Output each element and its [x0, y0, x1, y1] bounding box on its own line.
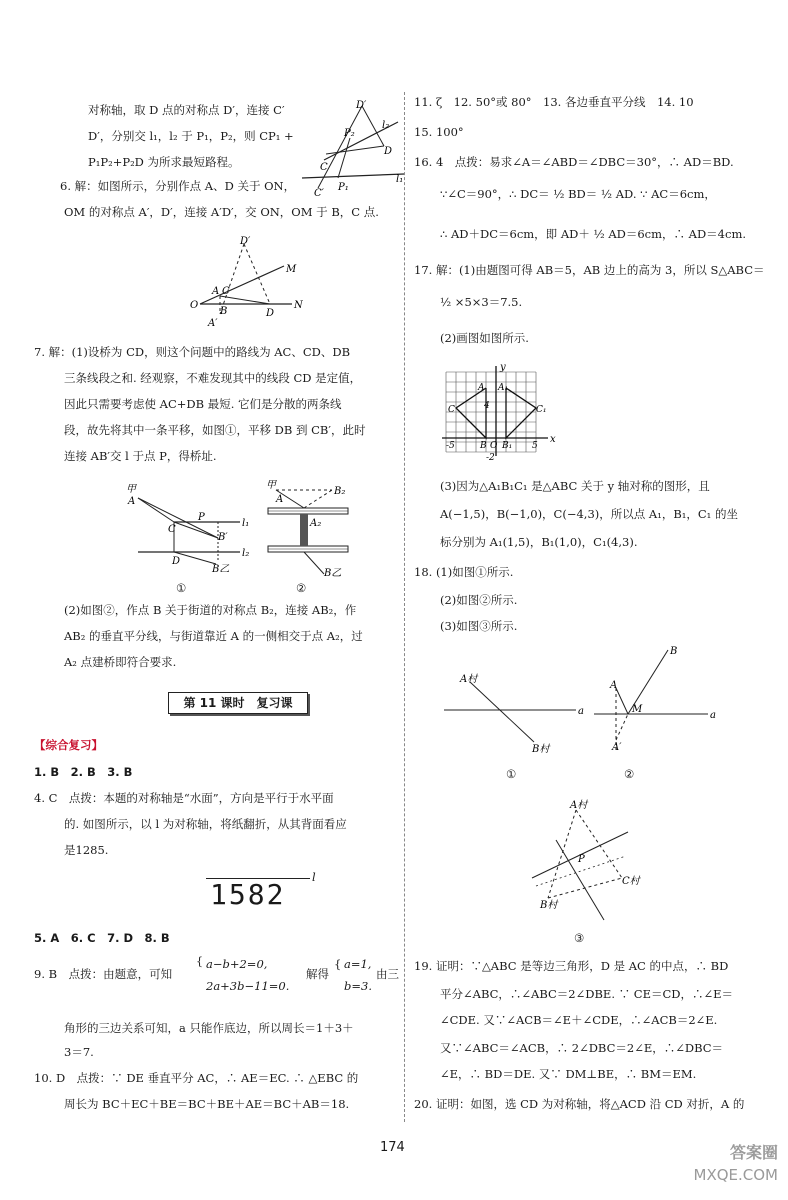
svg-text:O: O — [490, 441, 498, 451]
q20-line-1: 20. 证明：如图，选 CD 为对称轴，将△ACD 沿 CD 对折，A 的 — [414, 1097, 745, 1111]
q16-line-1: 16. 4 点拨：易求∠A＝∠ABD＝∠DBC＝30°，∴ AD＝BD. — [414, 155, 734, 169]
svg-text:B: B — [220, 306, 228, 317]
q9-tail: 由三 — [376, 967, 399, 981]
p6-line-2: OM 的对称点 A′，D′，连接 A′D′，交 ON，OM 于 B，C 点. — [64, 205, 379, 219]
p7-line-5: 连接 AB′交 l 于点 P，得桥址. — [64, 449, 217, 463]
svg-text:D′: D′ — [240, 236, 251, 247]
q9-sys2-a: a=1, — [344, 957, 372, 971]
svg-text:A′: A′ — [208, 318, 218, 328]
svg-text:M: M — [286, 264, 297, 275]
svg-text:a: a — [710, 710, 716, 721]
svg-text:C: C — [222, 286, 230, 297]
svg-text:A: A — [478, 383, 485, 393]
q17-3-line-2: A(−1,5)，B(−1,0)，C(−4,3)，所以点 A₁，B₁，C₁ 的坐 — [440, 507, 738, 521]
q4-line-1: 4. C 点拨：本题的对称轴是“水面”，方向是平行于水平面 — [34, 791, 334, 805]
svg-text:l₂: l₂ — [242, 548, 250, 559]
figure-7-1 — [118, 478, 250, 572]
column-divider — [404, 92, 405, 1122]
figure-7-2 — [262, 478, 366, 578]
q19-line-3: ∠CDE. 又∵∠ACB＝∠E＋∠CDE，∴∠ACB＝2∠E. — [440, 1013, 718, 1027]
watermark-logo: 答案圈 — [729, 1143, 778, 1162]
svg-text:x: x — [550, 434, 556, 445]
answers-11-14: 11. ζ 12. 50°或 80° 13. 各边垂直平分线 14. 10 — [414, 95, 694, 109]
svg-text:P₁: P₁ — [338, 182, 349, 193]
p7-line-4: 段，故先将其中一条平移，如图①，平移 DB 到 CB′，此时 — [64, 423, 366, 437]
q9-line-2: 角形的三边关系可知，a 只能作底边，所以周长＝1＋3＋ — [64, 1021, 354, 1035]
q4-line-2: 的. 如图所示，以 l 为对称轴，将纸翻折，从其背面看应 — [64, 817, 347, 831]
q17-3-line-3: 标分别为 A₁(1,5)，B₁(1,0)，C₁(4,3). — [440, 535, 638, 549]
svg-text:A村: A村 — [460, 674, 478, 685]
svg-text:C: C — [320, 162, 328, 173]
svg-text:B: B — [480, 441, 487, 451]
q10-line-1: 10. D 点拨：∵ DE 垂直平分 AC，∴ AE＝EC. ∴ △EBC 的 — [34, 1071, 359, 1085]
fig7-caption-1: ① — [176, 581, 187, 595]
p7b-line-2: AB₂ 的垂直平分线，与街道靠近 A 的一侧相交于点 A₂，过 — [64, 629, 363, 643]
p6-line-1: 6. 解：如图所示，分别作点 A、D 关于 ON， — [60, 179, 296, 193]
svg-text:C: C — [448, 405, 455, 415]
q17-3-line-1: (3)因为△A₁B₁C₁ 是△ABC 关于 y 轴对称的图形，且 — [440, 479, 710, 493]
svg-text:D: D — [384, 146, 393, 157]
svg-text:B₂: B₂ — [334, 486, 346, 497]
svg-text:l₁: l₁ — [242, 518, 250, 529]
section-tag: 【综合复习】 — [34, 738, 103, 752]
svg-text:D′: D′ — [356, 100, 367, 111]
svg-text:C′: C′ — [314, 188, 324, 198]
svg-text:l₁: l₁ — [396, 174, 404, 185]
q16-line-2: ∵∠C＝90°，∴ DC＝ ½ BD＝ ½ AD. ∵ AC＝6cm， — [440, 187, 716, 201]
figure-18-2 — [590, 640, 730, 762]
fig18-caption-1: ① — [506, 767, 517, 781]
q16-line-3: ∴ AD＋DC＝6cm，即 AD＋ ½ AD＝6cm，∴ AD＝4cm. — [440, 227, 747, 241]
svg-text:P₂: P₂ — [344, 128, 355, 139]
p7-line-2: 三条线段之和. 经观察，不难发现其中的线段 CD 是定值， — [64, 371, 362, 385]
svg-text:A′: A′ — [612, 742, 622, 753]
answer-15: 15. 100° — [414, 125, 464, 139]
svg-text:A: A — [128, 496, 136, 507]
svg-text:O: O — [190, 300, 199, 311]
figure-5 — [300, 98, 412, 198]
svg-text:C: C — [168, 524, 176, 535]
svg-text:A₁: A₁ — [498, 383, 509, 393]
svg-text:P: P — [198, 512, 205, 523]
svg-text:甲: 甲 — [266, 480, 276, 491]
mirror-figure — [206, 872, 326, 916]
q9-solve: 解得 — [306, 967, 329, 981]
p5-line-2: D′，分别交 l₁，l₂ 于 P₁，P₂，则 CP₁ + — [88, 129, 294, 143]
q18-line-1: 18. (1)如图①所示. — [414, 565, 514, 579]
q18-line-2: (2)如图②所示. — [440, 593, 518, 607]
q9-sys1-brace: { — [196, 955, 203, 968]
lesson-title: 第 11 课时 复习课 — [168, 692, 308, 714]
q19-line-4: 又∵∠ABC＝∠ACB，∴ 2∠DBC＝2∠E，∴∠DBC＝ — [440, 1041, 724, 1055]
svg-text:4: 4 — [484, 401, 490, 411]
svg-text:5: 5 — [532, 441, 538, 451]
q19-line-5: ∠E，∴ BD＝DE. 又∵ DM⊥BE，∴ BM＝EM. — [440, 1067, 697, 1081]
mirror-digits: 1582 — [210, 878, 286, 911]
answers-1-3: 1. B 2. B 3. B — [34, 765, 133, 779]
coordinate-grid-figure — [440, 362, 560, 464]
p7b-line-3: A₂ 点建桥即符合要求. — [64, 655, 177, 669]
svg-text:B′: B′ — [218, 532, 228, 543]
q17-line-2: ½ ×5×3＝7.5. — [440, 295, 523, 309]
svg-text:D: D — [266, 308, 275, 319]
svg-text:B乙: B乙 — [212, 564, 230, 572]
p7-line-3: 因此只需要考虑使 AC+DB 最短. 它们是分散的两条线 — [64, 397, 342, 411]
svg-text:l₂: l₂ — [382, 120, 390, 131]
figure-6 — [180, 236, 320, 328]
fig7-caption-2: ② — [296, 581, 307, 595]
svg-text:A: A — [212, 286, 220, 297]
svg-text:A: A — [610, 680, 618, 691]
mirror-axis-label: l — [312, 870, 316, 884]
svg-text:B村: B村 — [532, 744, 550, 755]
svg-text:-2: -2 — [486, 453, 495, 463]
svg-text:P: P — [578, 854, 585, 865]
answers-5-8: 5. A 6. C 7. D 8. B — [34, 931, 170, 945]
svg-text:B村: B村 — [540, 900, 558, 911]
p7b-line-1: (2)如图②，作点 B 关于街道的对称点 B₂，连接 AB₂，作 — [64, 603, 357, 617]
p7-line-1: 7. 解：(1)设桥为 CD，则这个问题中的路线为 AC、CD、DB — [34, 345, 351, 359]
page-number: 174 — [380, 1140, 405, 1155]
q19-line-1: 19. 证明：∵△ABC 是等边三角形，D 是 AC 的中点，∴ BD — [414, 959, 729, 973]
svg-text:C村: C村 — [622, 876, 640, 887]
svg-text:-5: -5 — [446, 441, 455, 451]
q17-line-1: 17. 解：(1)由题图可得 AB＝5，AB 边上的高为 3，所以 S△ABC＝ — [414, 263, 765, 277]
q9-sys1-b: 2a+3b−11=0. — [206, 979, 290, 993]
svg-text:C₁: C₁ — [536, 405, 547, 415]
p5-line-1: 对称轴，取 D 点的对称点 D′，连接 C′ — [88, 103, 285, 117]
svg-text:D: D — [172, 556, 181, 567]
figure-18-1 — [440, 666, 584, 762]
q9-sys1-a: a−b+2=0, — [206, 957, 268, 971]
q9-line-1: 9. B 点拨：由题意，可知 — [34, 967, 173, 981]
q9-sys2-b: b=3. — [344, 979, 372, 993]
watermark-url: MXQE.COM — [693, 1166, 778, 1184]
p5-line-3: P₁P₂+P₂D 为所求最短路程。 — [88, 155, 240, 169]
q17-line-3: (2)画图如图所示. — [440, 331, 529, 345]
svg-text:B₁: B₁ — [502, 441, 513, 451]
svg-text:y: y — [500, 362, 506, 373]
svg-text:甲: 甲 — [126, 484, 136, 495]
figure-18-3 — [526, 796, 646, 926]
q10-line-2: 周长为 BC＋EC＋BE＝BC＋BE＋AE＝BC＋AB＝18. — [64, 1097, 350, 1111]
svg-text:a: a — [578, 706, 584, 717]
svg-text:M: M — [632, 704, 643, 715]
q18-line-3: (3)如图③所示. — [440, 619, 518, 633]
svg-text:A村: A村 — [570, 800, 588, 811]
svg-text:N: N — [294, 300, 303, 311]
svg-text:A₂: A₂ — [310, 518, 322, 529]
q19-line-2: 平分∠ABC，∴∠ABC＝2∠DBE. ∵ CE＝CD，∴∠E＝ — [440, 987, 734, 1001]
fig18-caption-2: ② — [624, 767, 635, 781]
q9-sys2-brace: { — [334, 957, 342, 971]
fig18-caption-3: ③ — [574, 931, 585, 945]
q4-line-3: 是1285. — [64, 843, 109, 857]
svg-text:A: A — [276, 494, 284, 505]
svg-text:B: B — [670, 646, 678, 657]
q9-line-3: 3＝7. — [64, 1045, 94, 1059]
svg-text:B乙: B乙 — [324, 568, 342, 578]
